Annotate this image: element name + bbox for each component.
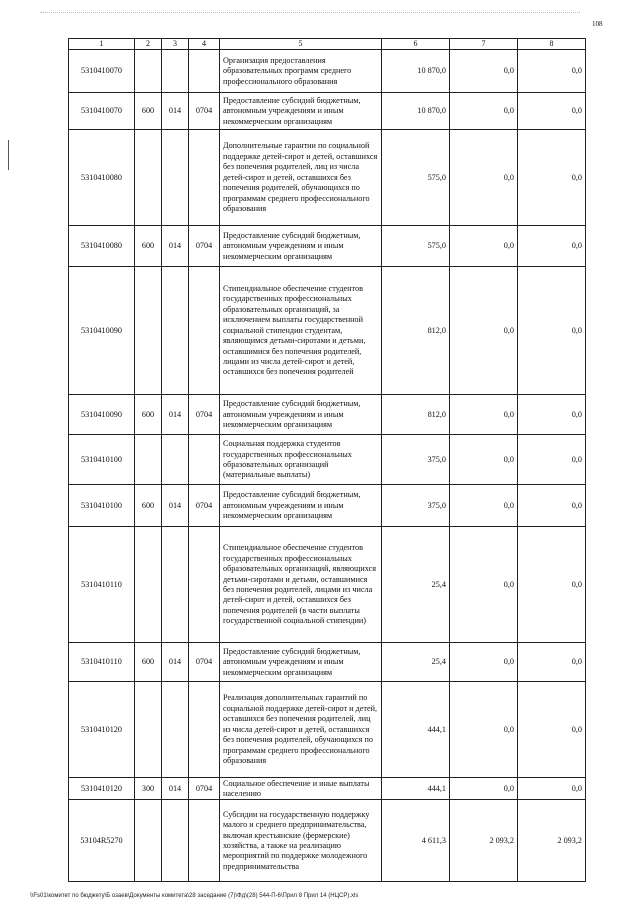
section-code [189, 527, 220, 643]
table-row [69, 50, 586, 93]
ministry-code [162, 682, 189, 778]
scan-header-dots [40, 12, 580, 14]
amount-col8: 0,0 [518, 682, 586, 778]
target-article-code: 5310410080 [69, 130, 135, 226]
amount-col6: 575,0 [382, 130, 450, 226]
target-article-code: 5310410090 [69, 267, 135, 395]
row-description: Социальное обеспечение и иные выплаты населению [220, 778, 382, 800]
ministry-code: 014 [162, 485, 189, 527]
table-row [69, 93, 586, 130]
column-header: 4 [189, 39, 220, 50]
amount-col8: 2 093,2 [518, 800, 586, 882]
amount-col6: 575,0 [382, 226, 450, 267]
row-description: Стипендиальное обеспечение студентов государственных профессиональных образовательных организаций, за исключением выплаты государственной социальной стипендии студентам, являющимся детьми-сиротами и детьми, оставшимися без попечения родителей, лицами из числа детей-сирот и детей, оставшихся без попечения родителей [220, 267, 382, 395]
table-row [69, 800, 586, 882]
column-number-row [69, 39, 586, 50]
column-header: 7 [450, 39, 518, 50]
column-header: 2 [135, 39, 162, 50]
amount-col6: 25,4 [382, 643, 450, 682]
table-row [69, 267, 586, 395]
section-code [189, 50, 220, 93]
ministry-code [162, 435, 189, 485]
expense-type-code: 600 [135, 395, 162, 435]
ministry-code [162, 527, 189, 643]
target-article-code: 5310410100 [69, 485, 135, 527]
section-code: 0704 [189, 395, 220, 435]
target-article-code: 5310410070 [69, 50, 135, 93]
amount-col8: 0,0 [518, 395, 586, 435]
section-code [189, 800, 220, 882]
expense-type-code [135, 527, 162, 643]
ministry-code [162, 130, 189, 226]
section-code [189, 682, 220, 778]
amount-col6: 4 611,3 [382, 800, 450, 882]
ministry-code [162, 50, 189, 93]
amount-col8: 0,0 [518, 267, 586, 395]
amount-col8: 0,0 [518, 130, 586, 226]
table-row [69, 643, 586, 682]
amount-col8: 0,0 [518, 778, 586, 800]
amount-col7: 0,0 [450, 643, 518, 682]
section-code: 0704 [189, 643, 220, 682]
amount-col6: 444,1 [382, 682, 450, 778]
ministry-code: 014 [162, 778, 189, 800]
ministry-code [162, 800, 189, 882]
amount-col7: 0,0 [450, 93, 518, 130]
expense-type-code: 600 [135, 485, 162, 527]
ministry-code [162, 267, 189, 395]
expense-type-code [135, 130, 162, 226]
row-description: Предоставление субсидий бюджетным, автономным учреждениям и иным некоммерческим организациям [220, 643, 382, 682]
amount-col7: 2 093,2 [450, 800, 518, 882]
amount-col6: 10 870,0 [382, 93, 450, 130]
column-header: 6 [382, 39, 450, 50]
row-description: Организация предоставления образовательных программ среднего профессионального образования [220, 50, 382, 93]
row-description: Предоставление субсидий бюджетным, автономным учреждениям и иным некоммерческим организациям [220, 485, 382, 527]
expense-type-code: 600 [135, 643, 162, 682]
budget-table [68, 38, 586, 882]
table-row [69, 226, 586, 267]
ministry-code: 014 [162, 226, 189, 267]
target-article-code: 5310410070 [69, 93, 135, 130]
column-header: 1 [69, 39, 135, 50]
table-row [69, 130, 586, 226]
table-row [69, 435, 586, 485]
section-code: 0704 [189, 485, 220, 527]
amount-col7: 0,0 [450, 226, 518, 267]
row-description: Социальная поддержка студентов государственных профессиональных образовательных организаций (материальные выплаты) [220, 435, 382, 485]
amount-col6: 812,0 [382, 267, 450, 395]
expense-type-code [135, 435, 162, 485]
target-article-code: 5310410110 [69, 527, 135, 643]
table-row [69, 778, 586, 800]
section-code: 0704 [189, 778, 220, 800]
section-code [189, 267, 220, 395]
amount-col7: 0,0 [450, 682, 518, 778]
target-article-code: 5310410090 [69, 395, 135, 435]
row-description: Предоставление субсидий бюджетным, автономным учреждениям и иным некоммерческим организациям [220, 226, 382, 267]
amount-col8: 0,0 [518, 50, 586, 93]
amount-col8: 0,0 [518, 93, 586, 130]
row-description: Дополнительные гарантии по социальной поддержке детей-сирот и детей, оставшихся без попечения родителей, лиц из числа детей-сирот и детей, оставшихся без попечения родителей, обучающихся по программам среднего профессионального образования [220, 130, 382, 226]
ministry-code: 014 [162, 643, 189, 682]
amount-col7: 0,0 [450, 778, 518, 800]
ministry-code: 014 [162, 395, 189, 435]
amount-col8: 0,0 [518, 643, 586, 682]
expense-type-code [135, 267, 162, 395]
target-article-code: 5310410110 [69, 643, 135, 682]
column-header: 5 [220, 39, 382, 50]
amount-col7: 0,0 [450, 130, 518, 226]
expense-type-code [135, 800, 162, 882]
amount-col6: 444,1 [382, 778, 450, 800]
amount-col8: 0,0 [518, 435, 586, 485]
target-article-code: 5310410100 [69, 435, 135, 485]
amount-col7: 0,0 [450, 527, 518, 643]
row-description: Предоставление субсидий бюджетным, автономным учреждениям и иным некоммерческим организациям [220, 395, 382, 435]
ministry-code: 014 [162, 93, 189, 130]
expense-type-code [135, 682, 162, 778]
amount-col7: 0,0 [450, 395, 518, 435]
amount-col6: 10 870,0 [382, 50, 450, 93]
amount-col8: 0,0 [518, 527, 586, 643]
expense-type-code: 600 [135, 226, 162, 267]
section-code: 0704 [189, 226, 220, 267]
amount-col8: 0,0 [518, 485, 586, 527]
amount-col6: 375,0 [382, 485, 450, 527]
amount-col6: 812,0 [382, 395, 450, 435]
section-code: 0704 [189, 93, 220, 130]
expense-type-code: 300 [135, 778, 162, 800]
column-header: 8 [518, 39, 586, 50]
amount-col7: 0,0 [450, 50, 518, 93]
column-header: 3 [162, 39, 189, 50]
target-article-code: 5310410120 [69, 778, 135, 800]
row-description: Субсидии на государственную поддержку малого и среднего предпринимательства, включая крестьянские (фермерские) хозяйства, а также на реализацию мероприятий по поддержке молодежного предпринимательства [220, 800, 382, 882]
page-number: 108 [592, 20, 603, 28]
amount-col8: 0,0 [518, 226, 586, 267]
amount-col7: 0,0 [450, 435, 518, 485]
table-row [69, 527, 586, 643]
amount-col7: 0,0 [450, 485, 518, 527]
target-article-code: 5310410120 [69, 682, 135, 778]
target-article-code: 53104R5270 [69, 800, 135, 882]
row-description: Реализация дополнительных гарантий по социальной поддержке детей-сирот и детей, оставшихся без попечения родителей, лиц из числа детей-сирот и детей, оставшихся без попечения родителей, обучающихся по программам среднего профессионального образования [220, 682, 382, 778]
target-article-code: 5310410080 [69, 226, 135, 267]
table-row [69, 682, 586, 778]
section-code [189, 130, 220, 226]
row-description: Стипендиальное обеспечение студентов государственных профессиональных образовательных организаций, являющихся детьми-сиротами и детьми, оставшимися без попечения родителей, лицами из числа детей-сирот и детей, оставшихся без попечения родителей (в части выплаты государственной социальной стипендии) [220, 527, 382, 643]
expense-type-code [135, 50, 162, 93]
expense-type-code: 600 [135, 93, 162, 130]
row-description: Предоставление субсидий бюджетным, автономным учреждениям и иным некоммерческим организациям [220, 93, 382, 130]
amount-col6: 375,0 [382, 435, 450, 485]
section-code [189, 435, 220, 485]
table-row [69, 395, 586, 435]
table-row [69, 485, 586, 527]
file-path-footer: \\Fs01\комитет по бюджету\Б озаев\Документы комитета\28 заседание (7)\Фд\(28) 544-П-6\Прил 8 Прил 14 (НЦСР).xls [30, 893, 359, 899]
amount-col7: 0,0 [450, 267, 518, 395]
amount-col6: 25,4 [382, 527, 450, 643]
scan-margin-mark [8, 140, 9, 170]
